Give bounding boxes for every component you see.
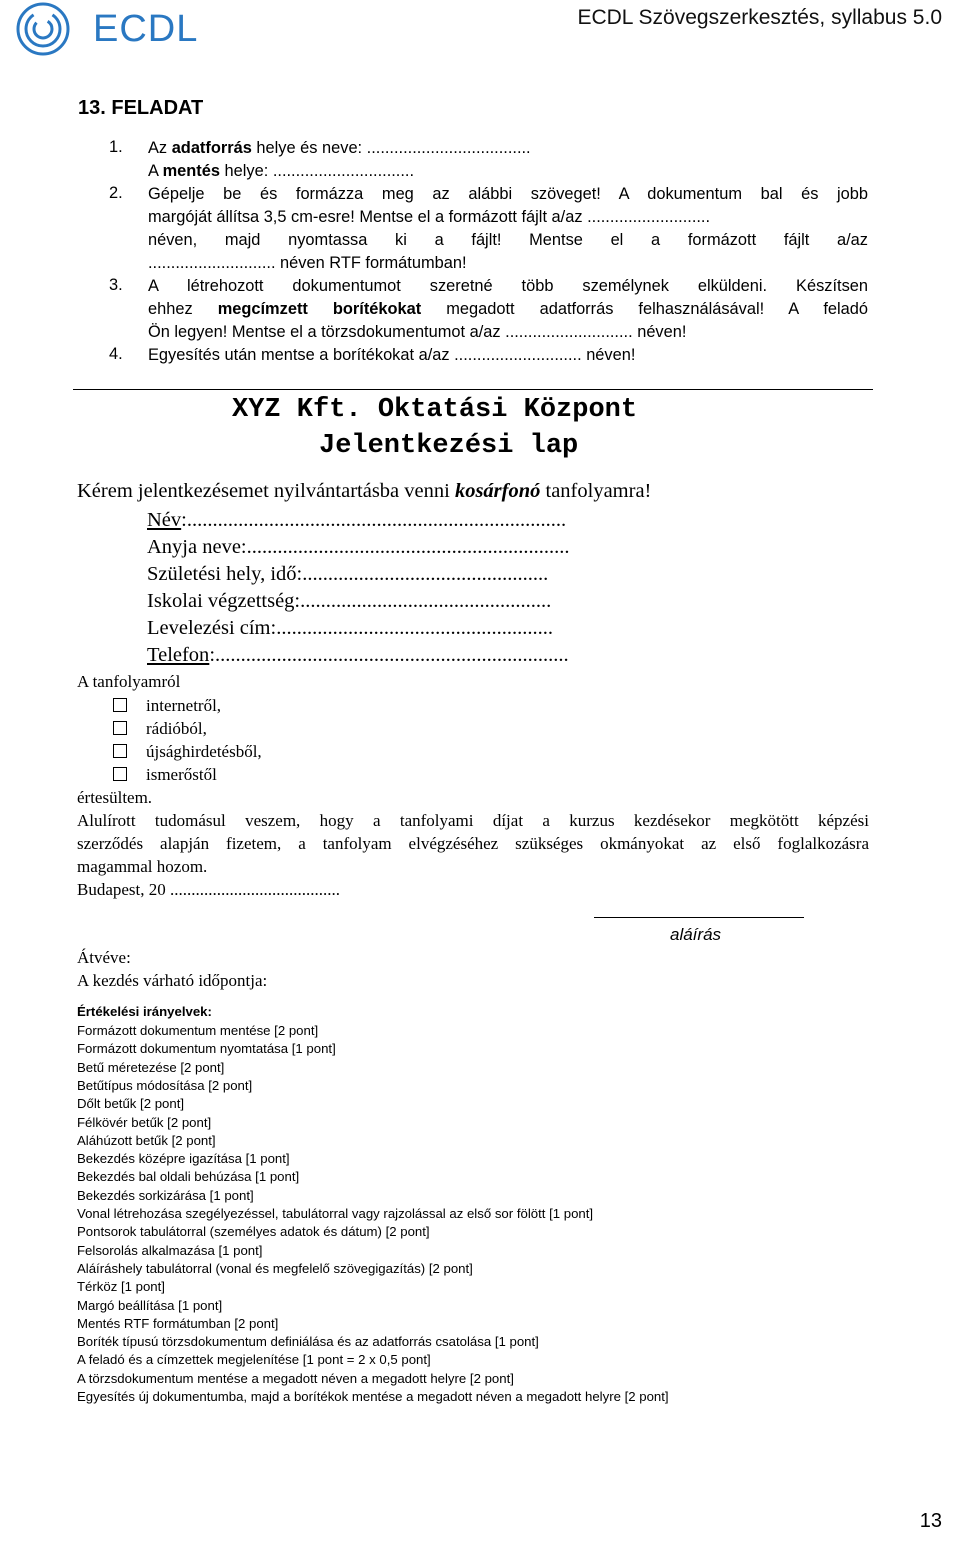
declaration-line-3: magammal hozom. <box>77 857 208 876</box>
evaluation-item: Bekezdés sorkizárása [1 pont] <box>77 1187 254 1203</box>
signature-label: aláírás <box>670 925 722 944</box>
form-heading: XYZ Kft. Oktatási Központ <box>232 395 638 425</box>
option-row: újsághirdetésből, <box>113 742 262 762</box>
start-time-label: A kezdés várható időpontja: <box>77 971 268 990</box>
item-2-line-4: ............................ néven RTF formátumban! <box>148 254 467 272</box>
separator-line <box>73 389 873 390</box>
evaluation-item: Egyesítés új dokumentumba, majd a borítékok mentése a megadott néven a megadott helyre [2 pont] <box>77 1389 669 1404</box>
field-phone: Telefon:..................................................................... <box>147 644 569 666</box>
field-education: Iskolai végzettség:................................................. <box>147 590 552 612</box>
signature-line <box>594 917 804 918</box>
evaluation-item: Bekezdés középre igazítása [1 pont] <box>77 1151 290 1167</box>
field-birth: Születési hely, idő:................................................ <box>147 563 549 585</box>
evaluation-item: Formázott dokumentum nyomtatása [1 pont] <box>77 1041 336 1057</box>
declaration-line-1: Alulírott tudomásul veszem, hogy a tanfolyami díjat a kurzus kezdésekor megkötött képzési <box>77 811 869 830</box>
form-intro: Kérem jelentkezésemet nyilvántartásba venni kosárfonó tanfolyamra! <box>77 480 652 502</box>
evaluation-item: Betűtípus módosítása [2 pont] <box>77 1077 253 1093</box>
item-2-line-3: néven, majd nyomtassa ki a fájlt! Mentse el a formázott fájlt a/az <box>148 231 868 249</box>
field-name: Név:.......................................................................... <box>147 509 567 531</box>
checkbox[interactable] <box>113 744 127 758</box>
option-row: internetről, <box>113 696 221 716</box>
logo-text: ECDL <box>93 8 199 50</box>
item-number: 3. <box>109 276 123 294</box>
item-2-line-1: Gépelje be és formázza meg az alábbi szöveget! A dokumentum bal és jobb <box>148 185 868 203</box>
item-3-line-3: Ön legyen! Mentse el a törzsdokumentumot a/az ............................ néven! <box>148 323 687 341</box>
evaluation-item: Aláíráshely tabulátorral (vonal és megfelelő szövegigazítás) [2 pont] <box>77 1260 473 1276</box>
item-number: 2. <box>109 184 123 202</box>
item-2-line-2: margóját állítsa 3,5 cm-esre! Mentse el a formázott fájlt a/az ........................... <box>148 208 711 226</box>
evaluation-item: A feladó és a címzettek megjelenítése [1 pont = 2 x 0,5 pont] <box>77 1352 431 1368</box>
item-3-line-2: ehhez megcímzett borítékokat megadott adatforrás felhasználásával! A feladó <box>148 300 868 318</box>
declaration-line-2: szerződés alapján fizetem, a tanfolyam elvégzéséhez szükséges okmányokat az első foglalkozásra <box>77 834 869 853</box>
evaluation-item: Vonal létrehozása szegélyezéssel, tabulátorral vagy rajzolással az első sor fölött [1 pont] <box>77 1206 594 1221</box>
evaluation-item: Pontsorok tabulátorral (személyes adatok és dátum) [2 pont] <box>77 1224 430 1240</box>
header-title: ECDL Szövegszerkesztés, syllabus 5.0 <box>577 6 942 29</box>
ecdl-logo <box>14 2 214 56</box>
checkbox[interactable] <box>113 767 127 781</box>
checkbox[interactable] <box>113 721 127 735</box>
source-intro: A tanfolyamról <box>77 672 181 691</box>
evaluation-item: A törzsdokumentum mentése a megadott néven a megadott helyre [2 pont] <box>77 1370 514 1386</box>
field-address: Levelezési cím:...................................................... <box>147 617 553 639</box>
field-mother-name: Anyja neve:............................................................... <box>147 536 570 558</box>
evaluation-item: Margó beállítása [1 pont] <box>77 1297 223 1313</box>
item-number: 4. <box>109 345 123 363</box>
evaluation-item: Aláhúzott betűk [2 pont] <box>77 1132 216 1148</box>
task-title: 13. FELADAT <box>78 97 204 119</box>
evaluation-item: Térköz [1 pont] <box>77 1279 165 1295</box>
form-subheading: Jelentkezési lap <box>319 431 579 461</box>
evaluation-item: Bekezdés bal oldali behúzása [1 pont] <box>77 1169 300 1185</box>
ecdl-logo-icon <box>14 2 72 56</box>
item-1-line-1: Az adatforrás helye és neve: .................................... <box>148 139 531 157</box>
item-1-line-2: A mentés helye: ............................... <box>148 162 415 180</box>
option-row: rádióból, <box>113 719 207 739</box>
evaluation-item: Dőlt betűk [2 pont] <box>77 1096 185 1112</box>
received-label: Átvéve: <box>77 948 131 967</box>
evaluation-title: Értékelési irányelvek: <box>77 1004 212 1019</box>
page-number: 13 <box>919 1510 942 1532</box>
option-row: ismerőstől <box>113 765 217 785</box>
evaluation-item: Formázott dokumentum mentése [2 pont] <box>77 1023 319 1038</box>
item-3-line-1: A létrehozott dokumentumot szeretné több személynek elküldeni. Készítsen <box>148 277 868 295</box>
checkbox[interactable] <box>113 698 127 712</box>
item-number: 1. <box>109 138 123 156</box>
evaluation-item: Boríték típusú törzsdokumentum definiálása és az adatforrás csatolása [1 pont] <box>77 1334 539 1350</box>
evaluation-item: Felsorolás alkalmazása [1 pont] <box>77 1242 263 1258</box>
place-date: Budapest, 20 ........................................ <box>77 880 341 899</box>
evaluation-item: Mentés RTF formátumban [2 pont] <box>77 1315 279 1331</box>
evaluation-item: Félkövér betűk [2 pont] <box>77 1114 212 1130</box>
item-4-line-1: Egyesítés után mentse a borítékokat a/az ............................ néven! <box>148 346 636 364</box>
evaluation-item: Betű méretezése [2 pont] <box>77 1059 225 1075</box>
source-outro: értesültem. <box>77 788 153 807</box>
